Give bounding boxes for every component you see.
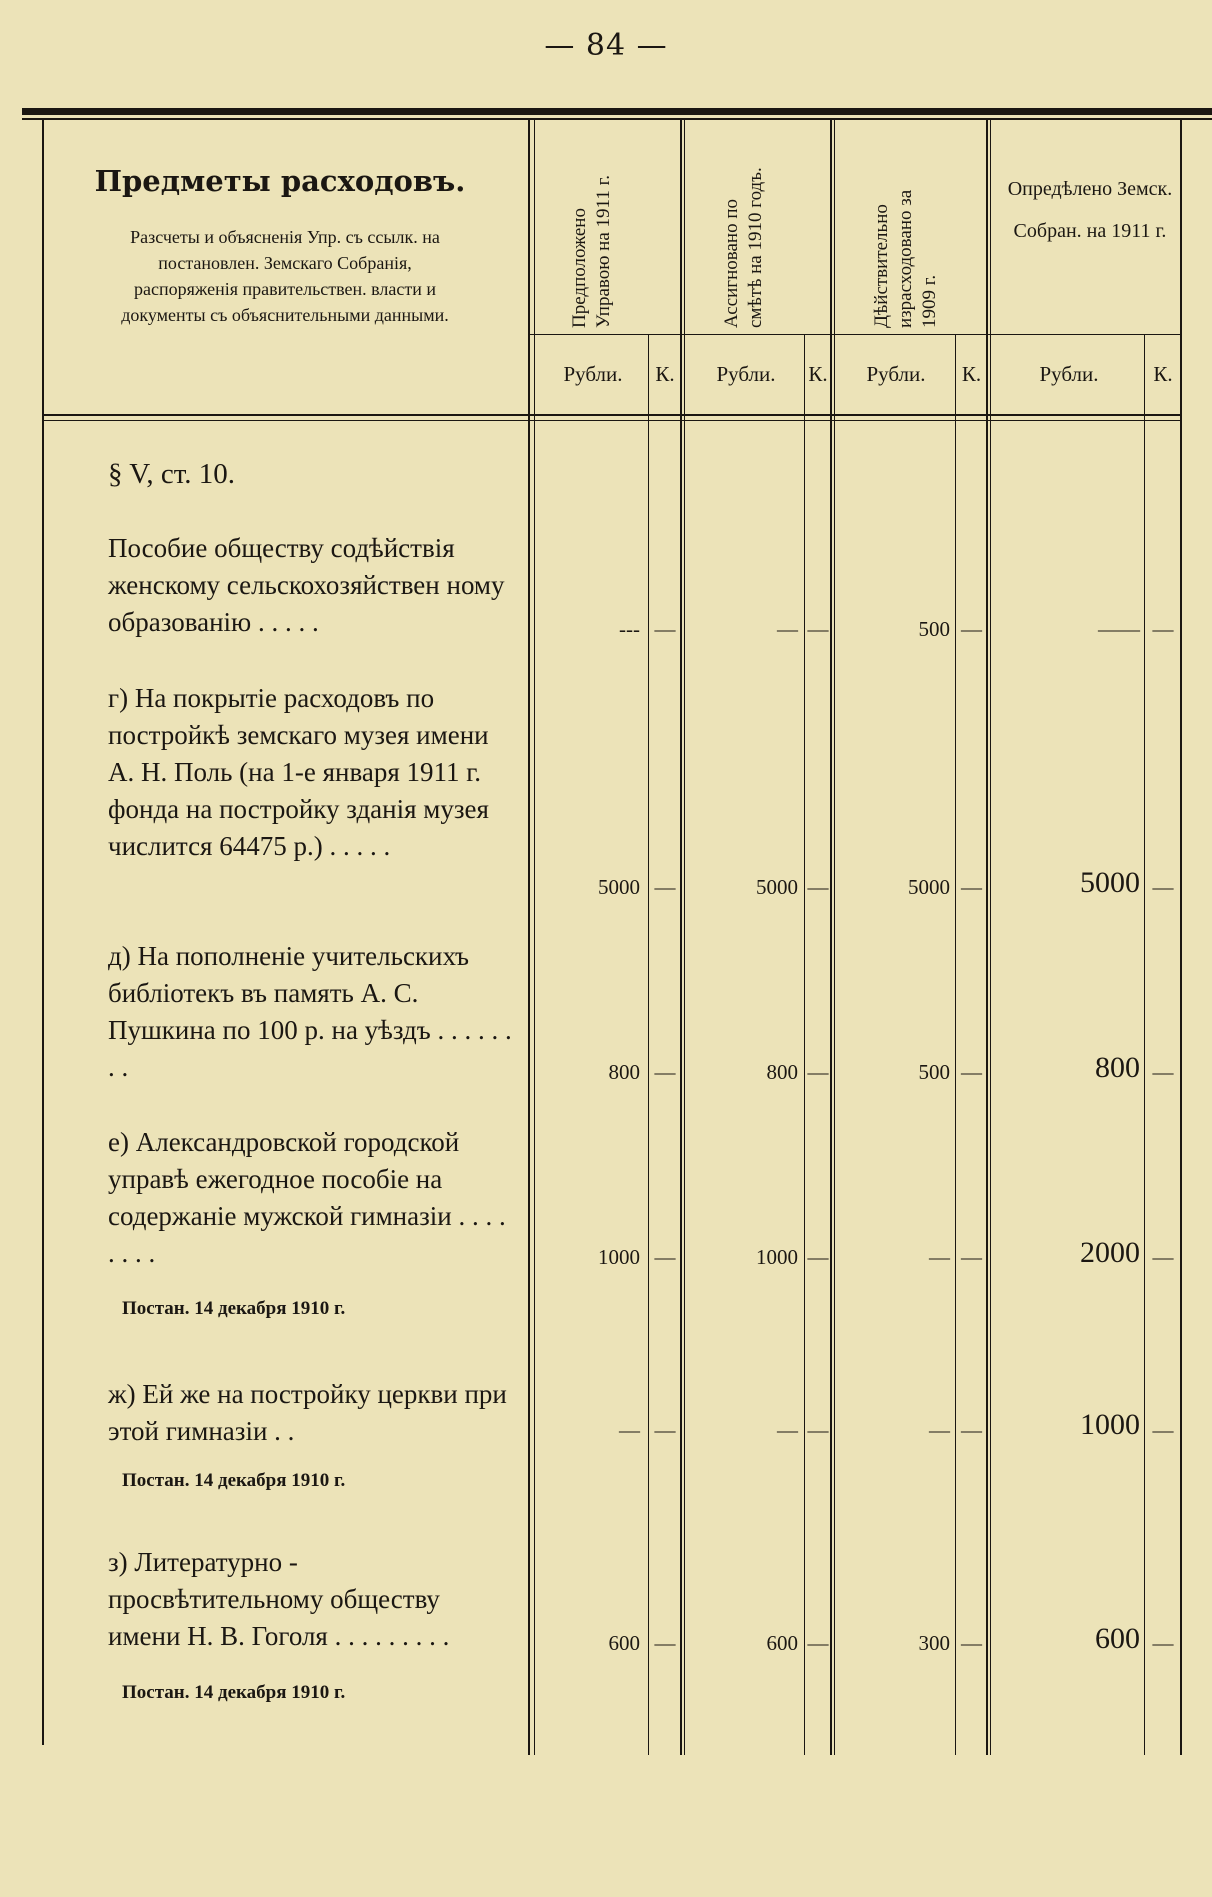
kop-col3: — <box>961 1245 982 1269</box>
kop-col1: — <box>654 1418 676 1442</box>
top-rule-thin <box>22 118 1212 120</box>
page-number: — 84 — <box>544 28 668 63</box>
value-col3: 500 <box>918 617 950 641</box>
value-col4: 600 <box>1095 1622 1140 1655</box>
col1-header: Предположено Управою на 1911 г. <box>569 175 614 328</box>
value-col4: 2000 <box>1080 1236 1140 1269</box>
value-col1: --- <box>619 617 640 641</box>
value-col3: 300 <box>918 1631 950 1655</box>
value-col1: — <box>619 1418 640 1442</box>
header-split-line <box>528 334 1180 335</box>
value-col3: — <box>929 1245 950 1269</box>
unit-rub: Рубли. <box>1039 362 1099 386</box>
kop-col2: — <box>807 1060 829 1084</box>
value-col2: 800 <box>766 1060 798 1084</box>
unit-rub: Рубли. <box>866 362 926 386</box>
col-divider <box>684 120 685 1755</box>
value-col2: 600 <box>766 1631 798 1655</box>
kop-col1: — <box>654 1245 676 1269</box>
value-col4: 800 <box>1095 1051 1140 1084</box>
value-col4: —— <box>1098 617 1140 641</box>
kop-col2: — <box>807 1245 829 1269</box>
value-col4: 5000 <box>1080 866 1140 899</box>
kop-col3: — <box>961 1418 982 1442</box>
col-divider <box>955 335 956 1755</box>
kop-col1: — <box>654 1631 676 1655</box>
row-text: г) На покрытіе расходовъ по постройкѣ земскаго музея имени А. Н. Поль (на 1-е января 1911 г. фонда на постройку зданія музея числится 64475 р.) . . . . . <box>108 683 489 861</box>
kop-col2: — <box>807 1631 829 1655</box>
row-text: ж) Ей же на постройку церкви при этой гимназіи . . <box>108 1379 507 1446</box>
kop-col4: — <box>1152 875 1174 899</box>
col-divider <box>986 120 988 1755</box>
kop-col2: — <box>807 1418 829 1442</box>
kop-col1: — <box>654 1060 676 1084</box>
col-divider <box>830 120 832 1755</box>
top-rule <box>22 108 1212 115</box>
section-title: § V, ст. 10. <box>108 458 236 490</box>
value-col3: 5000 <box>908 875 950 899</box>
value-col2: — <box>777 617 798 641</box>
value-col1: 600 <box>608 1631 640 1655</box>
kop-col3: — <box>961 875 982 899</box>
col-divider <box>680 120 682 1755</box>
subject-column-title: Предметы расходовъ. <box>94 164 466 198</box>
col3-header: Дѣйствительно израсходовано за 1909 г. <box>871 189 940 328</box>
value-col2: 1000 <box>756 1245 798 1269</box>
unit-rub: Рубли. <box>563 362 623 386</box>
kop-col4: — <box>1152 1245 1174 1269</box>
table-border-left <box>42 120 44 1745</box>
unit-kop: К. <box>1153 362 1173 386</box>
row-note: Постан. 14 декабря 1910 г. <box>122 1298 346 1319</box>
value-col3: — <box>929 1418 950 1442</box>
header-bottom-line <box>42 414 1180 416</box>
kop-col3: — <box>961 1060 982 1084</box>
unit-kop: К. <box>655 362 675 386</box>
row-text: з) Литературно - просвѣтительному обществу имени Н. В. Гоголя . . . . . . . . . <box>108 1547 450 1651</box>
unit-rub: Рубли. <box>716 362 776 386</box>
kop-col3: — <box>961 617 982 641</box>
col4-header: Опредѣлено Земск. Собран. на 1911 г. <box>1007 178 1173 242</box>
value-col1: 5000 <box>598 875 640 899</box>
kop-col3: — <box>961 1631 982 1655</box>
col-divider <box>648 335 649 1755</box>
col2-header: Ассигновано по смѣтѣ на 1910 годъ. <box>721 167 766 328</box>
kop-col1: — <box>654 875 676 899</box>
kop-col2: — <box>807 617 829 641</box>
row-note: Постан. 14 декабря 1910 г. <box>122 1682 346 1703</box>
value-col2: 5000 <box>756 875 798 899</box>
kop-col4: — <box>1152 1631 1174 1655</box>
unit-kop: К. <box>961 362 982 386</box>
kop-col1: — <box>654 617 676 641</box>
value-col2: — <box>777 1418 798 1442</box>
kop-col4: — <box>1152 1060 1174 1084</box>
row-text: Пособие обществу содѣйствія женскому сельскохозяйствен ному образованію . . . . . <box>108 533 505 637</box>
unit-kop: К. <box>808 362 828 386</box>
col-divider <box>804 335 805 1755</box>
col-divider <box>528 120 530 1755</box>
value-col1: 1000 <box>598 1245 640 1269</box>
subject-column-subtitle: Разсчеты и объясненія Упр. съ ссылк. на постановлен. Земскаго Собранія, распоряженія правительствен. власти и документы съ объяснительными данными. <box>121 227 449 325</box>
row-note: Постан. 14 декабря 1910 г. <box>122 1470 346 1491</box>
value-col4: 1000 <box>1080 1408 1140 1441</box>
col-divider <box>534 120 535 1755</box>
row-text: е) Александровской городской управѣ ежегодное пособіе на содержаніе мужской гимназіи . . . . . . . . <box>108 1127 506 1268</box>
header-bottom-line-thin <box>42 420 1180 421</box>
col-divider <box>834 120 835 1755</box>
kop-col4: — <box>1152 1418 1174 1442</box>
value-col1: 800 <box>608 1060 640 1084</box>
kop-col2: — <box>807 875 829 899</box>
kop-col4: — <box>1152 617 1174 641</box>
row-text: д) На пополненіе учительскихъ библіотекъ въ память А. С. Пушкина по 100 р. на уѣздъ . . . . . . . . <box>108 941 512 1082</box>
col-divider <box>990 120 991 1755</box>
table-border-right <box>1180 120 1182 1755</box>
col-divider <box>1144 335 1145 1755</box>
value-col3: 500 <box>918 1060 950 1084</box>
